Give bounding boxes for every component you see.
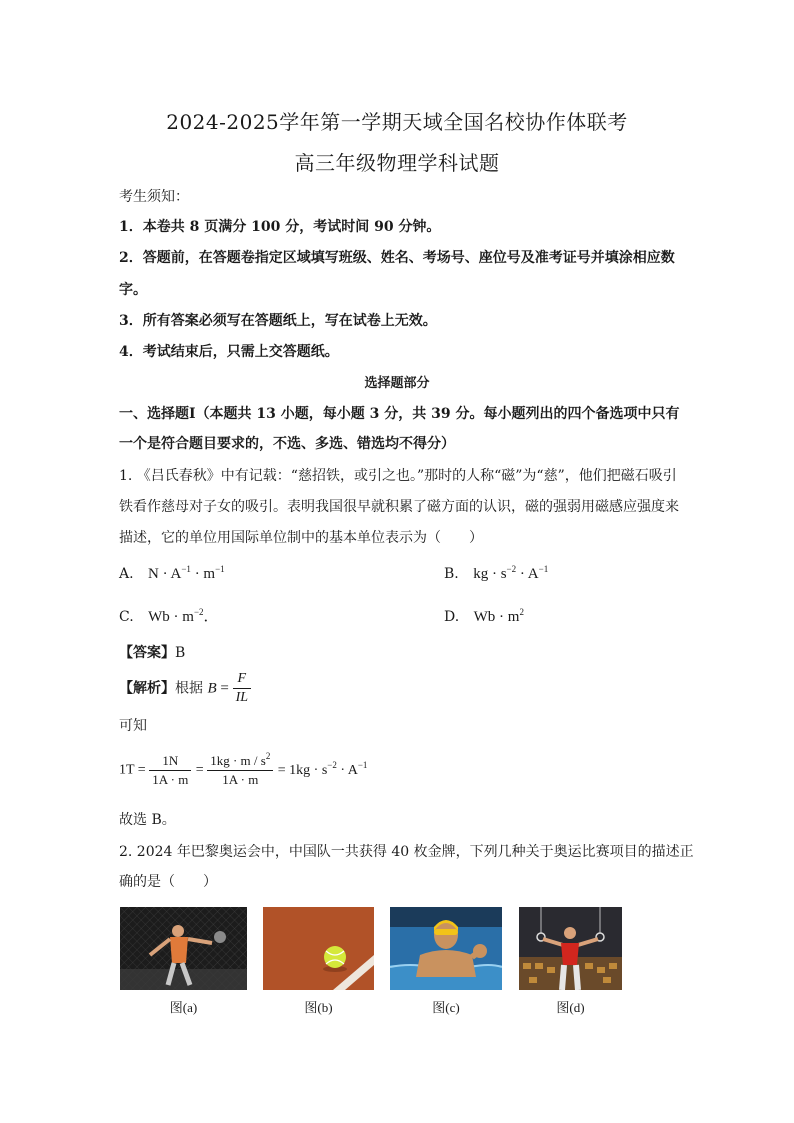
q1-stem-line2: 铁看作慈母对子女的吸引。表明我国很早就积累了磁方面的认识，磁的强弱用磁感应强度来 bbox=[119, 499, 679, 515]
q1-stem-line1: 1. 《吕氏春秋》中有记载：“慈招铁，或引之也。”那时的人称“磁”为“慈”，他们把磁石吸引 bbox=[119, 468, 677, 484]
notice-item-2-cont: 字。 bbox=[119, 282, 147, 298]
exam-title: 2024-2025学年第一学期天域全国名校协作体联考 bbox=[166, 110, 628, 134]
figure-c-image bbox=[390, 907, 502, 990]
q2-stem-line2: 确的是（ ） bbox=[119, 874, 217, 890]
q1-conclusion: 故选 B。 bbox=[119, 812, 176, 828]
notice-item-4: 4．考试结束后，只需上交答题纸。 bbox=[119, 344, 339, 360]
q1-answer: 【答案】B bbox=[119, 645, 186, 661]
figure-a-caption: 图(a) bbox=[169, 1000, 198, 1015]
figure-b-caption: 图(b) bbox=[304, 1000, 333, 1015]
notice-item-3: 3．所有答案必须写在答题纸上，写在试卷上无效。 bbox=[119, 313, 437, 329]
q1-know: 可知 bbox=[119, 718, 147, 734]
figure-b-image bbox=[263, 907, 374, 990]
section-part1: 一、选择题Ⅰ（本题共 13 小题，每小题 3 分，共 39 分。每小题列出的四个备选项中只有 bbox=[119, 406, 680, 422]
figure-d-caption: 图(d) bbox=[556, 1000, 585, 1015]
q1-option-b: B. kg · $s^{-2} \cdot A^{-1}$ bbox=[444, 564, 549, 582]
notice-item-2: 2．答题前，在答题卷指定区域填写班级、姓名、考场号、座位号及准考证号并填涂相应数 bbox=[119, 250, 675, 266]
q1-derivation: 1T = $\frac{1N}{1A \cdot m}$ = $\frac{1kg \cdot m / s^2}{1A \cdot m}$ = $1kg \cdot s^{-2} \cdot A^{-1}$ bbox=[119, 751, 368, 787]
q1-option-a: A. $N \cdot A^{-1} \cdot m^{-1}$ bbox=[119, 564, 225, 582]
figure-a-image bbox=[120, 907, 247, 990]
section-part1-cont: 一个是符合题目要求的，不选、多选、错选均不得分） bbox=[119, 436, 455, 452]
formula-fraction: $\frac{F}{IL}$ bbox=[233, 670, 251, 707]
figure-d-image bbox=[519, 907, 622, 990]
exam-subtitle: 高三年级物理学科试题 bbox=[294, 151, 500, 175]
q1-analysis: 【解析】根据 B = $\frac{F}{IL}$ bbox=[119, 670, 679, 710]
q1-option-d: D. $Wb \cdot m^2$ bbox=[444, 607, 524, 625]
figure-c-caption: 图(c) bbox=[432, 1000, 460, 1015]
notice-item-1: 1．本卷共 8 页满分 100 分，考试时间 90 分钟。 bbox=[119, 219, 441, 235]
notice-heading: 考生须知： bbox=[119, 189, 189, 205]
section-title: 选择题部分 bbox=[364, 376, 430, 391]
q1-stem-line3: 描述，它的单位用国际单位制中的基本单位表示为（ ） bbox=[119, 530, 483, 546]
q2-stem-line1: 2. 2024 年巴黎奥运会中，中国队一共获得 40 枚金牌，下列几种关于奥运比赛项目的描述正 bbox=[119, 844, 694, 860]
q1-option-c: C. $Wb \cdot m^{-2}$． bbox=[119, 607, 219, 625]
